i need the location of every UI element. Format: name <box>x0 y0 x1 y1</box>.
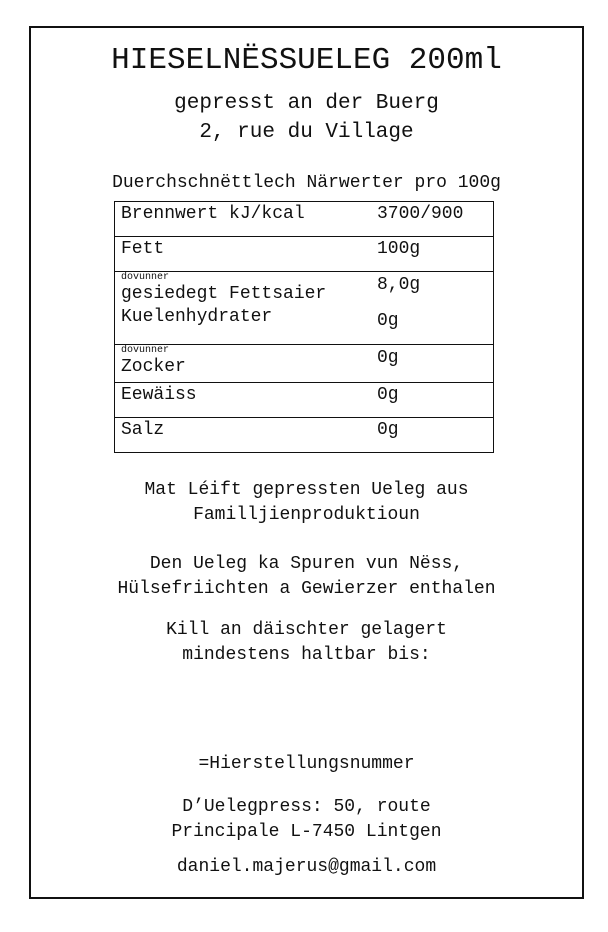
address-line-1: D’Uelegpress: 50, route <box>182 797 431 817</box>
nutrient-name: gesiedegt Fettsaier <box>121 284 327 304</box>
nutrition-row-sugar <box>115 345 494 383</box>
product-label <box>29 26 584 899</box>
storage-line-1: Kill an däischter gelagert <box>166 620 447 640</box>
address-line-2: Principale L-7450 Lintgen <box>171 822 442 842</box>
nutrient-value: 3700/900 <box>377 202 494 237</box>
nutrition-row-salt <box>115 418 494 453</box>
nutrient-name: Salz <box>115 418 378 453</box>
nutrient-value: 8,0g <box>377 275 421 295</box>
batch-number: =Hierstellungsnummer <box>198 754 415 774</box>
nutrient-value: 0g <box>377 383 494 418</box>
contact-email: daniel.majerus@gmail.com <box>176 857 437 877</box>
nutrition-row-saturated-carbs <box>115 272 494 345</box>
info-family-line-1: Mat Léift gepressten Ueleg aus <box>144 480 469 500</box>
nutrient-name: Brennwert kJ/kcal <box>115 202 378 237</box>
nutrient-name: Kuelenhydrater <box>121 307 273 327</box>
nutrition-row-energy <box>115 202 494 237</box>
storage-line-2: mindestens haltbar bis: <box>182 645 431 665</box>
nutrient-prefix: dovunner <box>121 272 170 283</box>
allergen-line-1: Den Ueleg ka Spuren vun Nëss, <box>149 554 464 574</box>
product-title: HIESELNËSSUELEG 200ml <box>111 43 502 78</box>
nutrient-value: 0g <box>377 348 399 368</box>
producer-line-1: gepresst an der Buerg <box>174 92 439 115</box>
nutrition-table <box>114 201 494 453</box>
producer-line-2: 2, rue du Village <box>199 121 414 144</box>
nutrition-row-protein <box>115 383 494 418</box>
info-family-line-2: Familljienproduktioun <box>193 505 420 525</box>
nutrient-name: Eewäiss <box>115 383 378 418</box>
nutrition-row-fat <box>115 237 494 272</box>
nutrient-name: Zocker <box>121 357 186 377</box>
nutrient-value: 100g <box>377 237 494 272</box>
nutrient-value: 0g <box>377 311 399 331</box>
nutrient-name: Fett <box>115 237 378 272</box>
nutrient-value: 0g <box>377 418 494 453</box>
nutrient-prefix: dovunner <box>121 345 170 356</box>
nutrition-heading: Duerchschnëttlech Närwerter pro 100g <box>112 173 501 193</box>
allergen-line-2: Hülsefriichten a Gewierzer enthalen <box>117 579 496 599</box>
